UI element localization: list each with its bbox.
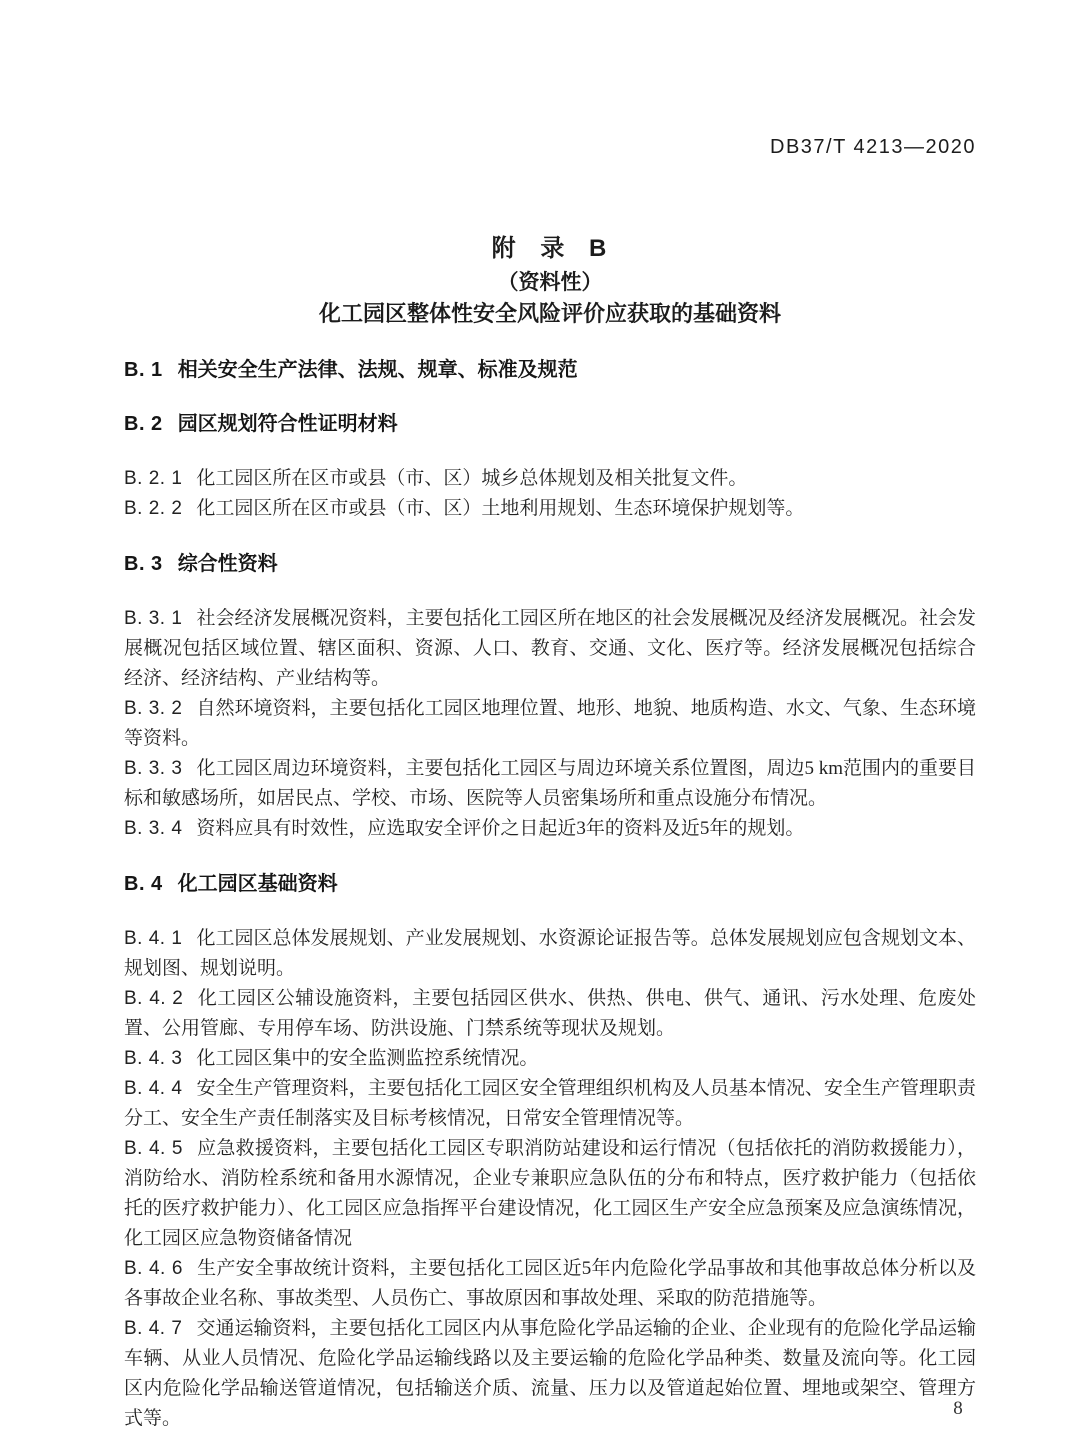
clause-text-b4-5: 应急救援资料，主要包括化工园区专职消防站建设和运行情况（包括依托的消防救援能力），消防给水、消防栓系统和备用水源情况，企业专兼职应急队伍的分布和特点，医疗救护能力（包括依托的医疗救护能力）、化工园区应急指挥平台建设情况，化工园区生产安全应急预案及应急演练情况，化工园区应急物资储备情况 [124, 1138, 976, 1249]
section-b1 [124, 356, 976, 384]
page-number: 8 [953, 1398, 963, 1419]
clause-text-b4-1: 化工园区总体发展规划、产业发展规划、水资源论证报告等。总体发展规划应包含规划文本、规划图、规划说明。 [124, 928, 976, 979]
appendix-title-block [124, 232, 976, 330]
clause-number-b3-2: B. 3. 2 [124, 698, 183, 719]
clause-b2-2 [124, 494, 976, 524]
clause-text-b4-2: 化工园区公辅设施资料，主要包括园区供水、供热、供电、供气、通讯、污水处理、危废处置、公用管廊、专用停车场、防洪设施、门禁系统等现状及规划。 [124, 988, 976, 1039]
clause-b2-1 [124, 464, 976, 494]
section-b3 [124, 550, 976, 844]
section-b2 [124, 410, 976, 524]
standard-number-header: DB37/T 4213—2020 [770, 136, 976, 158]
clause-text-b2-2: 化工园区所在区市或县（市、区）土地利用规划、生态环境保护规划等。 [196, 498, 805, 519]
section-number-b4: B. 4 [124, 873, 163, 895]
section-heading-b1 [124, 356, 976, 384]
section-title-b2: 园区规划符合性证明材料 [177, 413, 398, 435]
section-number-b1: B. 1 [124, 359, 163, 381]
clause-b3-1 [124, 604, 976, 694]
section-heading-b4 [124, 870, 976, 898]
clause-text-b3-1: 社会经济发展概况资料，主要包括化工园区所在地区的社会发展概况及经济发展概况。社会发展概况包括区域位置、辖区面积、资源、人口、教育、交通、文化、医疗等。经济发展概况包括综合经济、经济结构、产业结构等。 [124, 608, 976, 689]
section-number-b2: B. 2 [124, 413, 163, 435]
clause-text-b4-4: 安全生产管理资料，主要包括化工园区安全管理组织机构及人员基本情况、安全生产管理职责分工、安全生产责任制落实及目标考核情况，日常安全管理情况等。 [124, 1078, 976, 1129]
section-heading-b2 [124, 410, 976, 438]
clause-b4-2 [124, 984, 976, 1044]
clause-number-b4-6: B. 4. 6 [124, 1258, 183, 1279]
clause-number-b2-2: B. 2. 2 [124, 498, 183, 519]
clause-number-b4-3: B. 4. 3 [124, 1048, 183, 1069]
section-title-b4: 化工园区基础资料 [177, 873, 338, 895]
appendix-note: （资料性） [497, 271, 603, 294]
clause-text-b3-3: 化工园区周边环境资料，主要包括化工园区与周边环境关系位置图，周边5 km范围内的重要目标和敏感场所，如居民点、学校、市场、医院等人员密集场所和重点设施分布情况。 [124, 758, 977, 809]
clause-b4-3 [124, 1044, 976, 1074]
clause-b3-3 [124, 754, 976, 814]
clause-b3-2 [124, 694, 976, 754]
clause-text-b3-2: 自然环境资料，主要包括化工园区地理位置、地形、地貌、地质构造、水文、气象、生态环境等资料。 [124, 698, 976, 749]
clause-number-b3-4: B. 3. 4 [124, 818, 183, 839]
page-content [124, 232, 976, 1434]
section-b4 [124, 870, 976, 1434]
appendix-title: 附 录 B [491, 235, 609, 262]
clause-text-b4-7: 交通运输资料，主要包括化工园区内从事危险化学品运输的企业、企业现有的危险化学品运输车辆、从业人员情况、危险化学品运输线路以及主要运输的危险化学品种类、数量及流向等。化工园区内危险化学品输送管道情况，包括输送介质、流量、压力以及管道起始位置、埋地或架空、管理方式等。 [124, 1318, 976, 1429]
clause-number-b4-1: B. 4. 1 [124, 928, 183, 949]
clause-b4-7 [124, 1314, 976, 1434]
clause-number-b3-3: B. 3. 3 [124, 758, 183, 779]
clause-b4-6 [124, 1254, 976, 1314]
clause-b4-1 [124, 924, 976, 984]
section-number-b3: B. 3 [124, 553, 163, 575]
appendix-subject: 化工园区整体性安全风险评价应获取的基础资料 [318, 301, 781, 326]
clause-b3-4 [124, 814, 976, 844]
clause-number-b4-5: B. 4. 5 [124, 1138, 183, 1159]
section-title-b1: 相关安全生产法律、法规、规章、标准及规范 [177, 359, 578, 381]
section-title-b3: 综合性资料 [177, 553, 278, 575]
clause-text-b2-1: 化工园区所在区市或县（市、区）城乡总体规划及相关批复文件。 [196, 468, 748, 489]
clause-b4-5 [124, 1134, 976, 1254]
clause-number-b3-1: B. 3. 1 [124, 608, 183, 629]
clause-number-b4-2: B. 4. 2 [124, 988, 184, 1009]
section-heading-b3 [124, 550, 976, 578]
clause-number-b4-7: B. 4. 7 [124, 1318, 183, 1339]
clause-b4-4 [124, 1074, 976, 1134]
clause-text-b4-6: 生产安全事故统计资料，主要包括化工园区近5年内危险化学品事故和其他事故总体分析以及各事故企业名称、事故类型、人员伤亡、事故原因和事故处理、采取的防范措施等。 [124, 1258, 976, 1309]
clause-number-b4-4: B. 4. 4 [124, 1078, 183, 1099]
clause-number-b2-1: B. 2. 1 [124, 468, 183, 489]
clause-text-b3-4: 资料应具有时效性，应选取安全评价之日起近3年的资料及近5年的规划。 [196, 818, 805, 839]
clause-text-b4-3: 化工园区集中的安全监测监控系统情况。 [196, 1048, 539, 1069]
